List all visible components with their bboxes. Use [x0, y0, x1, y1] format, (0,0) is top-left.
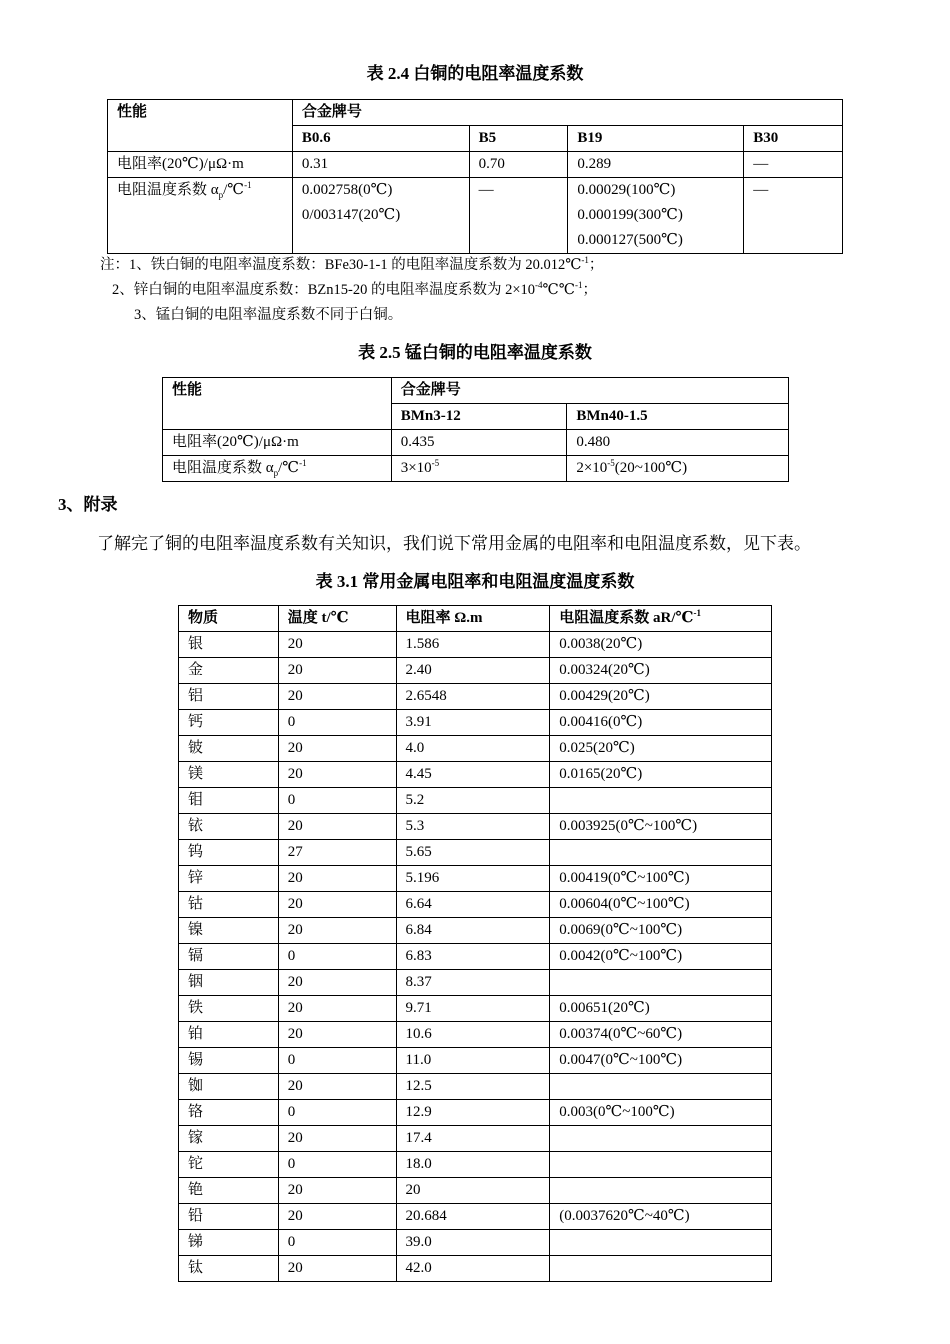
table-cell: 0.435 [391, 430, 567, 456]
note-3: 3、锰白铜的电阻率温度系数不同于白铜。 [134, 307, 403, 323]
table-2-4-grade: B5 [469, 126, 568, 152]
table-cell: 20 [278, 814, 396, 840]
table-cell: 20.684 [396, 1204, 550, 1230]
table-cell [550, 1230, 772, 1256]
cell-superscript: -5 [431, 458, 440, 468]
table-cell: 镓 [179, 1126, 279, 1152]
table-cell: 20 [278, 866, 396, 892]
cell-line: 0.002758(0℃) [301, 182, 393, 198]
cell-text: 3×10 [400, 460, 432, 476]
table-cell: 0.289 [568, 152, 744, 178]
table-3-1-header: 温度 t/℃ [278, 606, 396, 632]
table-2-5-grade: BMn40-1.5 [567, 404, 789, 430]
table-cell [550, 970, 772, 996]
table-row [179, 970, 772, 996]
table-3-1-header: 物质 [179, 606, 279, 632]
table-cell: 39.0 [396, 1230, 550, 1256]
table-cell: 铁 [179, 996, 279, 1022]
note-text: 注：1、铁白铜的电阻率温度系数：BFe30-1-1 的电阻率温度系数为 20.012℃ [100, 257, 582, 273]
table-cell: 20 [278, 736, 396, 762]
table-cell: 0.0165(20℃) [550, 762, 772, 788]
table-cell: 锌 [179, 866, 279, 892]
table-cell: 20 [278, 1126, 396, 1152]
table-cell: 0.0069(0℃~100℃) [550, 918, 772, 944]
table-cell: 0.31 [292, 152, 469, 178]
table-cell: 0.00429(20℃) [550, 684, 772, 710]
table-2-4-resistivity-label: 电阻率(20℃)/μΩ·m [108, 152, 293, 178]
table-cell: 钙 [179, 710, 279, 736]
table-3-1-header: 电阻率 Ω.m [396, 606, 550, 632]
table-row [179, 658, 772, 684]
table-cell: 11.0 [396, 1048, 550, 1074]
table-cell: 2.6548 [396, 684, 550, 710]
note-superscript: -4 [535, 280, 543, 291]
table-cell: 0 [278, 944, 396, 970]
table-2-4-grade: B0.6 [292, 126, 469, 152]
cell-line: 0.00029(100℃) [577, 182, 676, 198]
label-text: /℃ [278, 460, 300, 476]
table-cell: 20 [278, 658, 396, 684]
table-cell: 1.586 [396, 632, 550, 658]
table-cell: 0 [278, 788, 396, 814]
table-cell: 0.480 [567, 430, 789, 456]
table-cell [550, 1074, 772, 1100]
table-cell [550, 1152, 772, 1178]
table-cell: 12.9 [396, 1100, 550, 1126]
table-cell: 20 [278, 1256, 396, 1282]
table-row [179, 1152, 772, 1178]
table-cell: 20 [278, 632, 396, 658]
cell-text: 2×10 [576, 460, 608, 476]
table-cell: 0.00651(20℃) [550, 996, 772, 1022]
table-cell: 0.003925(0℃~100℃) [550, 814, 772, 840]
table-row [179, 1126, 772, 1152]
table-2-5-header-alloy: 合金牌号 [391, 378, 788, 404]
table-cell: 8.37 [396, 970, 550, 996]
table-cell: 10.6 [396, 1022, 550, 1048]
section-heading: 3、附录 [58, 495, 118, 514]
note-text: 2、锌白铜的电阻率温度系数：BZn15-20 的电阻率温度系数为 2×10 [112, 282, 536, 298]
table-cell: 0.025(20℃) [550, 736, 772, 762]
table-3-1-caption: 表 3.1 常用金属电阻率和电阻温度温度系数 [315, 572, 635, 591]
cell-superscript: -5 [607, 458, 615, 468]
table-cell: 20 [278, 1074, 396, 1100]
label-subscript: p [273, 468, 279, 478]
table-cell: 0.0047(0℃~100℃) [550, 1048, 772, 1074]
table-cell: 锑 [179, 1230, 279, 1256]
label-text: 电阻温度系数 α [172, 460, 274, 476]
table-row [179, 1100, 772, 1126]
table-cell [550, 1256, 772, 1282]
table-cell: 20 [278, 892, 396, 918]
table-cell: 6.84 [396, 918, 550, 944]
table-cell: 20 [278, 1204, 396, 1230]
table-cell: 20 [278, 970, 396, 996]
table-cell: 0 [278, 710, 396, 736]
table-cell [568, 178, 744, 254]
table-cell: — [744, 178, 843, 254]
table-cell: 锡 [179, 1048, 279, 1074]
table-cell: 20 [278, 1178, 396, 1204]
table-row [179, 866, 772, 892]
table-2-5-resistivity-label: 电阻率(20℃)/μΩ·m [163, 430, 392, 456]
table-2-4-header-alloy: 合金牌号 [292, 100, 842, 126]
table-2-4-caption: 表 2.4 白铜的电阻率温度系数 [366, 64, 584, 83]
table-cell: 钨 [179, 840, 279, 866]
table-cell: 0.003(0℃~100℃) [550, 1100, 772, 1126]
table-cell: 0.70 [469, 152, 568, 178]
table-cell: 0.00419(0℃~100℃) [550, 866, 772, 892]
note-superscript: -1 [581, 255, 589, 266]
label-text: 电阻温度系数 α [117, 182, 219, 198]
table-row [179, 996, 772, 1022]
table-cell [550, 840, 772, 866]
table-cell: 0.0042(0℃~100℃) [550, 944, 772, 970]
table-row [179, 684, 772, 710]
label-subscript: p [218, 190, 224, 200]
table-cell: 20 [278, 684, 396, 710]
table-cell [292, 178, 469, 254]
table-3-1-body [179, 632, 772, 1282]
table-cell: 铬 [179, 1100, 279, 1126]
table-cell: 钛 [179, 1256, 279, 1282]
table-2-5-caption: 表 2.5 锰白铜的电阻率温度系数 [358, 343, 592, 362]
cell-line: 0/003147(20℃) [301, 207, 401, 223]
table-cell: 铷 [179, 1074, 279, 1100]
table-row [179, 788, 772, 814]
table-cell: 20 [396, 1178, 550, 1204]
cell-text: (20~100℃) [614, 460, 688, 476]
note-text: ； [588, 257, 604, 273]
table-cell: 5.65 [396, 840, 550, 866]
table-2-4-grade: B30 [744, 126, 843, 152]
table-cell: 铝 [179, 684, 279, 710]
table-cell: 0.00324(20℃) [550, 658, 772, 684]
table-cell: 5.196 [396, 866, 550, 892]
table-cell: 3.91 [396, 710, 550, 736]
table-cell: 6.83 [396, 944, 550, 970]
table-cell: 铯 [179, 1178, 279, 1204]
table-cell: 0 [278, 1100, 396, 1126]
table-cell: 2.40 [396, 658, 550, 684]
table-2-4-grade: B19 [568, 126, 744, 152]
table-cell: 0.00604(0℃~100℃) [550, 892, 772, 918]
note-2 [112, 280, 597, 300]
table-2-5-grade: BMn3-12 [391, 404, 567, 430]
label-superscript: -1 [299, 458, 307, 468]
table-row [179, 1178, 772, 1204]
table-cell: 铱 [179, 814, 279, 840]
table-row [179, 1074, 772, 1100]
note-superscript: -1 [575, 280, 583, 291]
header-text: 电阻温度系数 aR/℃ [559, 610, 694, 626]
table-cell: 铍 [179, 736, 279, 762]
table-cell: 镁 [179, 762, 279, 788]
table-cell: 金 [179, 658, 279, 684]
table-2-4 [107, 99, 843, 254]
table-cell: 钴 [179, 892, 279, 918]
table-cell [391, 456, 567, 482]
header-superscript: -1 [693, 608, 701, 618]
table-cell: 铊 [179, 1152, 279, 1178]
table-cell: 5.2 [396, 788, 550, 814]
table-cell: 0.00416(0℃) [550, 710, 772, 736]
table-2-5-coefficient-label [163, 456, 392, 482]
table-cell: 27 [278, 840, 396, 866]
table-cell: 0 [278, 1152, 396, 1178]
table-row [179, 918, 772, 944]
table-row [179, 1256, 772, 1282]
table-cell: 42.0 [396, 1256, 550, 1282]
note-1 [100, 255, 603, 275]
table-cell [550, 788, 772, 814]
table-cell: 铟 [179, 970, 279, 996]
table-cell: 9.71 [396, 996, 550, 1022]
table-cell: 4.0 [396, 736, 550, 762]
table-cell: 6.64 [396, 892, 550, 918]
table-cell: — [469, 178, 568, 254]
table-cell: 镍 [179, 918, 279, 944]
table-row [179, 840, 772, 866]
table-cell: 20 [278, 1022, 396, 1048]
table-cell: 0.0038(20℃) [550, 632, 772, 658]
table-cell: 20 [278, 996, 396, 1022]
table-row [179, 1230, 772, 1256]
section-paragraph: 了解完了铜的电阻率温度系数有关知识，我们说下常用金属的电阻率和电阻温度系数，见下表。 [97, 534, 811, 553]
table-row [179, 1048, 772, 1074]
table-cell: 12.5 [396, 1074, 550, 1100]
table-cell: 0 [278, 1048, 396, 1074]
label-superscript: -1 [244, 180, 252, 190]
table-cell [567, 456, 789, 482]
table-row [179, 632, 772, 658]
table-cell [550, 1178, 772, 1204]
cell-line: 0.000127(500℃) [577, 232, 683, 248]
note-text: ℃℃ [542, 282, 575, 298]
table-cell: 20 [278, 918, 396, 944]
table-cell: 0 [278, 1230, 396, 1256]
table-row [179, 1204, 772, 1230]
table-cell: 18.0 [396, 1152, 550, 1178]
table-row [179, 814, 772, 840]
table-row [179, 736, 772, 762]
table-cell: 钼 [179, 788, 279, 814]
table-cell: 0.00374(0℃~60℃) [550, 1022, 772, 1048]
table-row [179, 710, 772, 736]
table-row [179, 762, 772, 788]
table-cell: 铅 [179, 1204, 279, 1230]
table-cell: 17.4 [396, 1126, 550, 1152]
label-text: /℃ [223, 182, 245, 198]
table-cell: 5.3 [396, 814, 550, 840]
cell-line: 0.000199(300℃) [577, 207, 683, 223]
table-cell: (0.0037620℃~40℃) [550, 1204, 772, 1230]
table-row [179, 1022, 772, 1048]
table-row [179, 892, 772, 918]
table-cell [550, 1126, 772, 1152]
table-cell: 镉 [179, 944, 279, 970]
table-row [179, 944, 772, 970]
note-text: ； [582, 282, 597, 298]
table-2-5-header-property: 性能 [163, 378, 392, 430]
table-cell: 4.45 [396, 762, 550, 788]
table-cell: — [744, 152, 843, 178]
table-cell: 铂 [179, 1022, 279, 1048]
table-3-1-header [550, 606, 772, 632]
table-cell: 银 [179, 632, 279, 658]
table-3-1 [178, 605, 772, 1282]
table-2-4-header-property: 性能 [108, 100, 293, 152]
table-cell: 20 [278, 762, 396, 788]
table-2-4-coefficient-label [108, 178, 293, 254]
table-2-5 [162, 377, 789, 482]
